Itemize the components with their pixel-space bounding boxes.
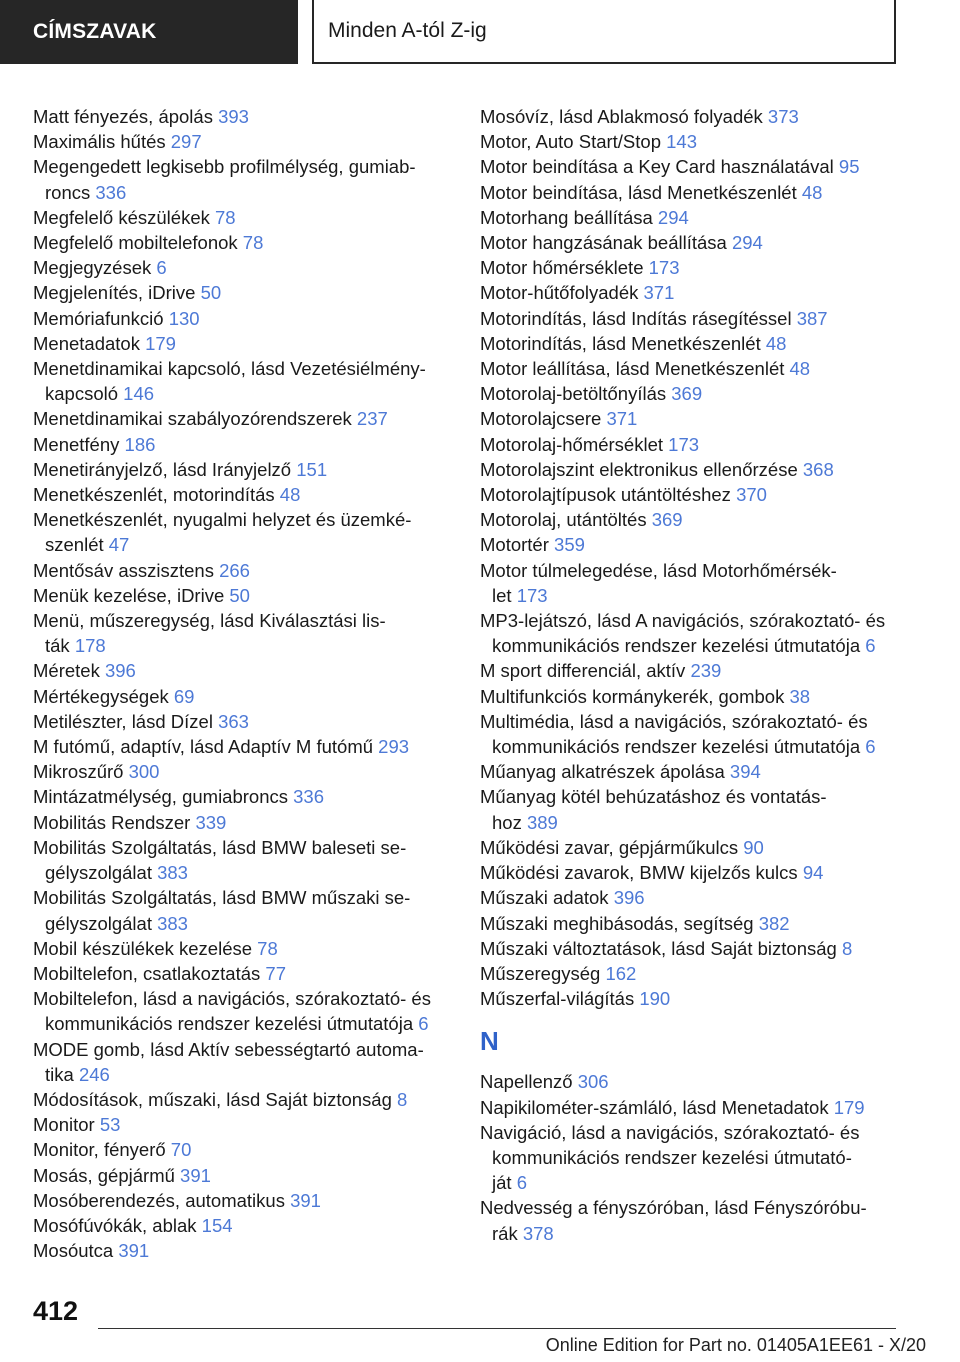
index-entry xyxy=(33,986,453,1036)
index-entry xyxy=(480,1195,910,1245)
index-entry-term: Mikroszűrő xyxy=(33,761,129,783)
index-entry xyxy=(480,860,910,885)
page-link[interactable]: 339 xyxy=(195,811,227,833)
page-link[interactable]: 293 xyxy=(378,736,410,758)
page-link[interactable]: 391 xyxy=(118,1240,150,1262)
index-entry-term: Motor hőmérséklete xyxy=(480,257,649,279)
index-entry-term: ját xyxy=(492,1172,517,1194)
index-entry-term: Navigáció, lásd a navigációs, szórakoztató- és xyxy=(480,1121,860,1143)
page-link[interactable]: 378 xyxy=(522,1222,554,1244)
index-entry-term: roncs xyxy=(45,181,96,203)
index-entry xyxy=(480,507,910,532)
index-entry xyxy=(33,784,453,809)
page-link[interactable]: 179 xyxy=(145,332,176,354)
index-entry-term: hoz xyxy=(492,811,527,833)
index-entry xyxy=(33,432,453,457)
page-link[interactable]: 69 xyxy=(173,685,195,707)
index-entry-term: Működési zavar, gépjárműkulcs xyxy=(480,836,744,858)
index-entry xyxy=(33,255,453,280)
page-link[interactable]: 368 xyxy=(802,458,834,480)
index-entry xyxy=(480,835,910,860)
page-number: 412 xyxy=(33,1296,79,1326)
page-link[interactable]: 237 xyxy=(356,408,388,430)
index-entry xyxy=(480,432,910,457)
page-link[interactable]: 387 xyxy=(796,307,828,329)
page-link[interactable]: 393 xyxy=(218,106,249,127)
index-entry xyxy=(480,608,910,658)
index-entry-term: Motor leállítása, lásd Menetkészenlét xyxy=(480,358,790,380)
page-link[interactable]: 162 xyxy=(605,962,637,984)
index-entry xyxy=(480,1069,910,1094)
index-entry-term: M futómű, adaptív, lásd Adaptív M futómű xyxy=(33,736,379,758)
page-link[interactable]: 383 xyxy=(157,862,188,884)
index-entry xyxy=(33,658,453,683)
page-link[interactable]: 363 xyxy=(218,710,249,732)
page-link[interactable]: 48 xyxy=(765,332,787,354)
index-entry xyxy=(33,1188,453,1213)
index-entry-term: Mosás, gépjármű xyxy=(33,1164,181,1186)
index-entry-term: Napellenző xyxy=(480,1071,578,1093)
page-link[interactable]: 154 xyxy=(201,1214,233,1236)
index-entry-term: Menetdinamikai kapcsoló, lásd Vezetésiélmény- xyxy=(33,358,426,380)
page-link[interactable]: 130 xyxy=(168,307,200,329)
index-entry xyxy=(33,684,453,709)
index-entry xyxy=(33,936,453,961)
index-entry-term: Motor, Auto Start/Stop xyxy=(480,131,667,153)
index-entry-term: Motorhang beállítása xyxy=(480,206,658,228)
page-link[interactable]: 50 xyxy=(229,584,250,606)
page-link[interactable]: 48 xyxy=(789,358,811,380)
index-entry-term: Mobilitás Szolgáltatás, lásd BMW baleseti se- xyxy=(33,836,407,858)
index-entry xyxy=(480,1120,910,1196)
index-entry xyxy=(480,406,910,431)
index-entry xyxy=(480,936,910,961)
index-entry xyxy=(480,255,910,280)
index-entry-term: Motor túlmelegedése, lásd Motorhőmérsék- xyxy=(480,559,837,581)
index-entry xyxy=(480,331,910,356)
page-link[interactable]: 396 xyxy=(613,887,645,909)
page-link[interactable]: 190 xyxy=(639,988,671,1010)
index-entry xyxy=(33,306,453,331)
index-entry-term: Megfelelő mobiltelefonok xyxy=(33,232,243,254)
page-link[interactable]: 90 xyxy=(743,836,764,858)
index-entry xyxy=(480,230,910,255)
page-link[interactable]: 369 xyxy=(651,509,683,531)
page-link[interactable]: 173 xyxy=(648,257,680,279)
page-link[interactable]: 179 xyxy=(833,1096,865,1118)
index-entry-term: Menü, műszeregység, lásd Kiválasztási lis- xyxy=(33,610,386,632)
index-entry xyxy=(33,1163,453,1188)
index-entry-term: Motorolaj-betöltőnyílás xyxy=(480,383,672,405)
index-column-right xyxy=(480,104,910,1246)
page-link[interactable]: 78 xyxy=(215,206,236,228)
index-entry xyxy=(480,306,910,331)
index-entry-term: Mértékegységek xyxy=(33,685,174,707)
index-entry xyxy=(33,1137,453,1162)
section-letter-heading: N xyxy=(480,1026,499,1057)
index-entry-term: Műszaki változtatások, lásd Saját biztonság xyxy=(480,937,842,959)
index-entry-term: let xyxy=(492,584,517,606)
page-link[interactable]: 266 xyxy=(219,559,250,581)
index-entry xyxy=(33,406,453,431)
index-entry-term: Mosóberendezés, automatikus xyxy=(33,1189,291,1211)
index-entry-term: kommunikációs rendszer kezelési útmutatója xyxy=(492,736,866,758)
index-entry xyxy=(33,482,453,507)
index-entry xyxy=(33,759,453,784)
index-entry xyxy=(480,205,910,230)
page-link[interactable]: 6 xyxy=(418,1013,429,1035)
index-entry-term: Monitor, fényerő xyxy=(33,1139,171,1161)
index-entry-term: Mosóvíz, lásd Ablakmosó folyadék xyxy=(480,106,768,127)
page-link[interactable]: 173 xyxy=(516,584,548,606)
index-entry xyxy=(480,709,910,759)
index-entry xyxy=(33,1238,453,1263)
index-entry-term: Mobiltelefon, csatlakoztatás xyxy=(33,962,266,984)
index-entry xyxy=(480,658,910,683)
index-group-n xyxy=(480,1069,910,1245)
index-entry-term: MP3-lejátszó, lásd A navigációs, szórakoztató- és xyxy=(480,610,886,632)
page-link[interactable]: 78 xyxy=(242,232,264,254)
page-link[interactable]: 50 xyxy=(200,282,222,304)
index-entry-term: Műanyag kötél behúzatáshoz és vontatás- xyxy=(480,786,827,808)
index-entry-term: Motor-hűtőfolyadék xyxy=(480,282,644,304)
footer-edition-text: Online Edition for Part no. 01405A1EE61 - X/20 xyxy=(545,1335,926,1355)
index-entry xyxy=(33,104,453,129)
index-entry xyxy=(33,457,453,482)
page-link[interactable]: 178 xyxy=(74,635,106,657)
page-link[interactable]: 47 xyxy=(108,534,130,556)
index-entry xyxy=(480,558,910,608)
index-entry xyxy=(33,734,453,759)
index-entry-term: kommunikációs rendszer kezelési útmutatója xyxy=(492,635,866,657)
page-link[interactable]: 382 xyxy=(758,912,790,934)
section-tab-label: CÍMSZAVAK xyxy=(33,20,157,43)
index-entry-term: Motorolajcsere xyxy=(480,408,607,430)
page-link[interactable]: 371 xyxy=(643,282,675,304)
page-link[interactable]: 336 xyxy=(95,181,127,203)
index-entry xyxy=(480,457,910,482)
index-entry xyxy=(33,154,453,204)
index-entry-term: Méretek xyxy=(33,660,105,682)
index-entry-term: Mosóutca xyxy=(33,1240,119,1262)
index-group-m xyxy=(480,104,910,1011)
page-link[interactable]: 369 xyxy=(671,383,703,405)
index-entry xyxy=(33,961,453,986)
index-entry xyxy=(33,356,453,406)
index-entry-term: kommunikációs rendszer kezelési útmutatója xyxy=(45,1013,419,1035)
index-entry xyxy=(480,759,910,784)
index-entry-term: Menetkészenlét, nyugalmi helyzet és üzemké- xyxy=(33,509,412,531)
index-entry xyxy=(33,1037,453,1087)
page-link[interactable]: 6 xyxy=(156,257,167,279)
index-entry-term: Megjelenítés, iDrive xyxy=(33,282,201,304)
page-link[interactable]: 239 xyxy=(690,660,722,682)
page-link[interactable]: 6 xyxy=(516,1172,527,1194)
index-entry-term: Nedvesség a fényszóróban, lásd Fényszóróbu- xyxy=(480,1197,867,1219)
index-entry-term: Mintázatmélység, gumiabroncs xyxy=(33,786,294,808)
page-link[interactable]: 6 xyxy=(865,635,876,657)
index-entry xyxy=(480,986,910,1011)
page-link[interactable]: 359 xyxy=(554,534,585,556)
index-entry-term: Motor hangzásának beállítása xyxy=(480,232,732,254)
page-link[interactable]: 396 xyxy=(104,660,136,682)
page-link[interactable]: 389 xyxy=(526,811,558,833)
index-entry-term: szenlét xyxy=(45,534,109,556)
index-entry-term: Mobil készülékek kezelése xyxy=(33,937,258,959)
index-entry xyxy=(480,885,910,910)
page-link[interactable]: 38 xyxy=(789,685,811,707)
index-entry-term: gélyszolgálat xyxy=(45,912,158,934)
index-entry-term: Műszeregység xyxy=(480,962,606,984)
index-entry-term: Mobilitás Rendszer xyxy=(33,811,196,833)
index-entry xyxy=(480,1095,910,1120)
index-entry-term: Mentősáv asszisztens xyxy=(33,559,220,581)
page-link[interactable]: 53 xyxy=(99,1114,121,1136)
page-link[interactable]: 300 xyxy=(128,761,160,783)
index-entry-term: Napikilométer-számláló, lásd Menetadatok xyxy=(480,1096,834,1118)
index-entry-term: tika xyxy=(45,1063,79,1085)
index-entry-term: MODE gomb, lásd Aktív sebességtartó automa- xyxy=(33,1038,424,1060)
index-entry xyxy=(480,684,910,709)
index-entry-term: Multifunkciós kormánykerék, gombok xyxy=(480,685,790,707)
index-entry-term: Menetfény xyxy=(33,433,125,455)
index-entry-term: Műszaki meghibásodás, segítség xyxy=(480,912,759,934)
index-entry-term: M sport differenciál, aktív xyxy=(480,660,691,682)
page-link[interactable]: 306 xyxy=(577,1071,609,1093)
index-entry xyxy=(33,1087,453,1112)
index-entry-term: Módosítások, műszaki, lásd Saját biztonság xyxy=(33,1088,398,1110)
page-link[interactable]: 186 xyxy=(124,433,156,455)
page-link[interactable]: 48 xyxy=(801,181,823,203)
index-entry-term: Mobiltelefon, lásd a navigációs, szórakoztató- és xyxy=(33,988,431,1010)
index-entry-term: Monitor xyxy=(33,1114,100,1136)
page-link[interactable]: 8 xyxy=(841,937,853,959)
chapter-header xyxy=(312,0,896,64)
page-link[interactable]: 94 xyxy=(802,862,824,884)
index-entry-term: Menetirányjelző, lásd Irányjelző xyxy=(33,458,297,480)
index-column-left xyxy=(33,104,453,1263)
page-link[interactable]: 336 xyxy=(293,786,325,808)
page-link[interactable]: 78 xyxy=(257,937,278,959)
index-entry-term: Működési zavarok, BMW kijelzős kulcs xyxy=(480,862,803,884)
index-entry-term: Menük kezelése, iDrive xyxy=(33,584,230,606)
page-link[interactable]: 391 xyxy=(290,1189,321,1211)
index-entry-term: Mosófúvókák, ablak xyxy=(33,1214,202,1236)
page-link[interactable]: 8 xyxy=(397,1088,408,1110)
index-entry xyxy=(480,154,910,179)
page-link[interactable]: 173 xyxy=(668,433,700,455)
index-entry-term: ták xyxy=(45,635,75,657)
index-entry-term: Maximális hűtés xyxy=(33,131,171,153)
index-entry xyxy=(480,482,910,507)
index-entry xyxy=(33,709,453,734)
footer-divider xyxy=(98,1328,896,1329)
index-entry-term: Metilészter, lásd Dízel xyxy=(33,710,219,732)
index-entry xyxy=(480,104,910,129)
index-entry-term: Műanyag alkatrészek ápolása xyxy=(480,761,730,783)
index-entry-term: kommunikációs rendszer kezelési útmutató- xyxy=(492,1146,852,1168)
index-entry-term: Műszerfal-világítás xyxy=(480,988,640,1010)
index-entry xyxy=(33,507,453,557)
index-entry xyxy=(33,810,453,835)
index-entry-term: Motorolajtípusok utántöltéshez xyxy=(480,484,737,506)
index-entry-term: Motortér xyxy=(480,534,555,556)
page-link[interactable]: 48 xyxy=(279,484,301,506)
page-link[interactable]: 370 xyxy=(736,484,767,506)
chapter-title: Minden A-tól Z-ig xyxy=(328,19,487,42)
index-entry xyxy=(33,205,453,230)
index-entry xyxy=(480,532,910,557)
page-link[interactable]: 383 xyxy=(157,912,188,934)
index-entry xyxy=(33,885,453,935)
index-entry xyxy=(480,784,910,834)
index-entry-term: Motorindítás, lásd Indítás rásegítéssel xyxy=(480,307,797,329)
page-link[interactable]: 95 xyxy=(838,156,860,178)
index-entry-term: Megjegyzések xyxy=(33,257,157,279)
index-entry-term: Memóriafunkció xyxy=(33,307,169,329)
index-entry-term: Motorolaj-hőmérséklet xyxy=(480,433,669,455)
index-entry-term: Menetdinamikai szabályozórendszerek xyxy=(33,408,357,430)
index-entry-term: Menetkészenlét, motorindítás xyxy=(33,484,280,506)
index-entry xyxy=(480,356,910,381)
page-link[interactable]: 373 xyxy=(767,106,799,127)
index-entry xyxy=(480,129,910,154)
index-entry-term: rák xyxy=(492,1222,523,1244)
page-link[interactable]: 294 xyxy=(731,232,763,254)
page-link[interactable]: 294 xyxy=(657,206,689,228)
index-entry-term: Motor beindítása a Key Card használatával xyxy=(480,156,839,178)
page-link[interactable]: 391 xyxy=(180,1164,211,1186)
index-entry xyxy=(33,608,453,658)
page-link[interactable]: 6 xyxy=(865,736,876,758)
index-entry-term: Motor beindítása, lásd Menetkészenlét xyxy=(480,181,802,203)
index-entry xyxy=(480,961,910,986)
index-entry-term: gélyszolgálat xyxy=(45,862,158,884)
index-entry-term: Műszaki adatok xyxy=(480,887,614,909)
index-entry xyxy=(33,583,453,608)
index-entry-term: Motorolajszint elektronikus ellenőrzése xyxy=(480,458,803,480)
index-entry xyxy=(480,381,910,406)
index-entry-term: Mobilitás Szolgáltatás, lásd BMW műszaki se- xyxy=(33,887,411,909)
index-entry xyxy=(480,180,910,205)
index-entry xyxy=(33,835,453,885)
index-entry-term: Motorindítás, lásd Menetkészenlét xyxy=(480,332,766,354)
index-entry xyxy=(33,558,453,583)
index-entry-term: Megengedett legkisebb profilmélység, gumiab- xyxy=(33,156,416,178)
index-entry xyxy=(33,129,453,154)
page-link[interactable]: 70 xyxy=(170,1139,192,1161)
index-entry-term: Menetadatok xyxy=(33,332,146,354)
page-link[interactable]: 151 xyxy=(296,458,328,480)
index-entry xyxy=(33,230,453,255)
page-link[interactable]: 371 xyxy=(606,408,638,430)
index-entry-term: Multimédia, lásd a navigációs, szórakoztató- és xyxy=(480,710,868,732)
page-link[interactable]: 394 xyxy=(729,761,761,783)
index-entry xyxy=(33,331,453,356)
page-link[interactable]: 297 xyxy=(170,131,202,153)
page-link[interactable]: 246 xyxy=(78,1063,110,1085)
page-link[interactable]: 143 xyxy=(666,131,698,153)
index-entry xyxy=(33,1112,453,1137)
page-link[interactable]: 77 xyxy=(265,962,286,984)
index-entry xyxy=(480,911,910,936)
section-tab xyxy=(0,0,298,64)
index-entry-term: Motorolaj, utántöltés xyxy=(480,509,652,531)
index-entry-term: Matt fényezés, ápolás xyxy=(33,106,219,127)
page-link[interactable]: 146 xyxy=(123,383,155,405)
index-entry xyxy=(33,1213,453,1238)
index-entry-term: Megfelelő készülékek xyxy=(33,206,216,228)
index-entry xyxy=(33,280,453,305)
index-entry-term: kapcsoló xyxy=(45,383,124,405)
index-entry xyxy=(480,280,910,305)
